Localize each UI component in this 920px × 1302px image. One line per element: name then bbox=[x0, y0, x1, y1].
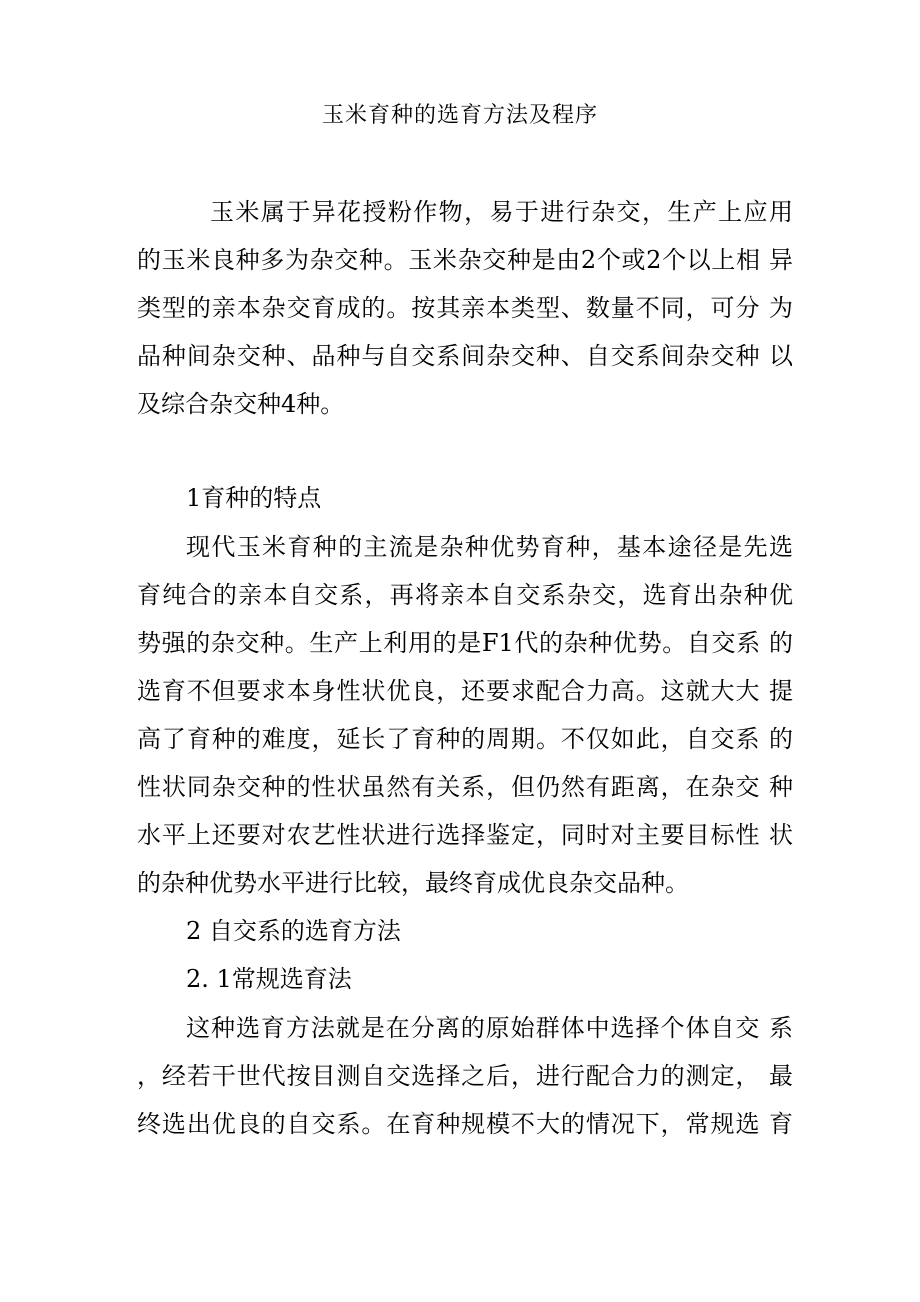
intro-line-1: 玉米属于异花授粉作物，易于进行杂交，生产上应用 bbox=[210, 198, 793, 226]
intro-line-2: 的玉米良种多为杂交种。玉米杂交种是由2个或2个以上相 异 bbox=[137, 246, 793, 274]
section-2-heading: 2 自交系的选育方法 bbox=[186, 917, 401, 945]
document-title: 玉米育种的选育方法及程序 bbox=[321, 103, 598, 128]
section-1-line-5: 高了育种的难度，延长了育种的周期。不仅如此，自交系 的 bbox=[137, 725, 793, 753]
section-1-line-8: 的杂种优势水平进行比较，最终育成优良杂交品种。 bbox=[137, 869, 689, 897]
section-1-line-6: 性状同杂交种的性状虽然有关系，但仍然有距离，在杂交 种 bbox=[137, 773, 793, 801]
section-2-line-1: 这种选育方法就是在分离的原始群体中选择个体自交 系 bbox=[186, 1014, 793, 1042]
section-1-line-7: 水平上还要对农艺性状进行选择鉴定，同时对主要目标性 状 bbox=[137, 821, 793, 849]
section-1-line-3: 势强的杂交种。生产上利用的是F1代的杂种优势。自交系 的 bbox=[137, 629, 793, 657]
intro-line-3: 类型的亲本杂交育成的。按其亲本类型、数量不同，可分 为 bbox=[137, 294, 793, 322]
section-1-heading: 1育种的特点 bbox=[186, 484, 322, 512]
section-2-line-2: ，经若干世代按目测自交选择之后，进行配合力的测定， 最 bbox=[137, 1062, 793, 1090]
section-1-line-4: 选育不但要求本身性状优良，还要求配合力高。这就大大 提 bbox=[137, 677, 793, 705]
intro-line-4: 品种间杂交种、品种与自交系间杂交种、自交系间杂交种 以 bbox=[137, 342, 793, 370]
section-1-line-2: 育纯合的亲本自交系，再将亲本自交系杂交，选育出杂种优 bbox=[137, 581, 793, 609]
section-2-1-heading: 2. 1常规选育法 bbox=[186, 965, 352, 993]
section-2-line-3: 终选出优良的自交系。在育种规模不大的情况下，常规选 育 bbox=[137, 1110, 793, 1138]
section-1-line-1: 现代玉米育种的主流是杂种优势育种，基本途径是先选 bbox=[186, 533, 793, 561]
intro-line-5: 及综合杂交种4种。 bbox=[137, 390, 345, 418]
